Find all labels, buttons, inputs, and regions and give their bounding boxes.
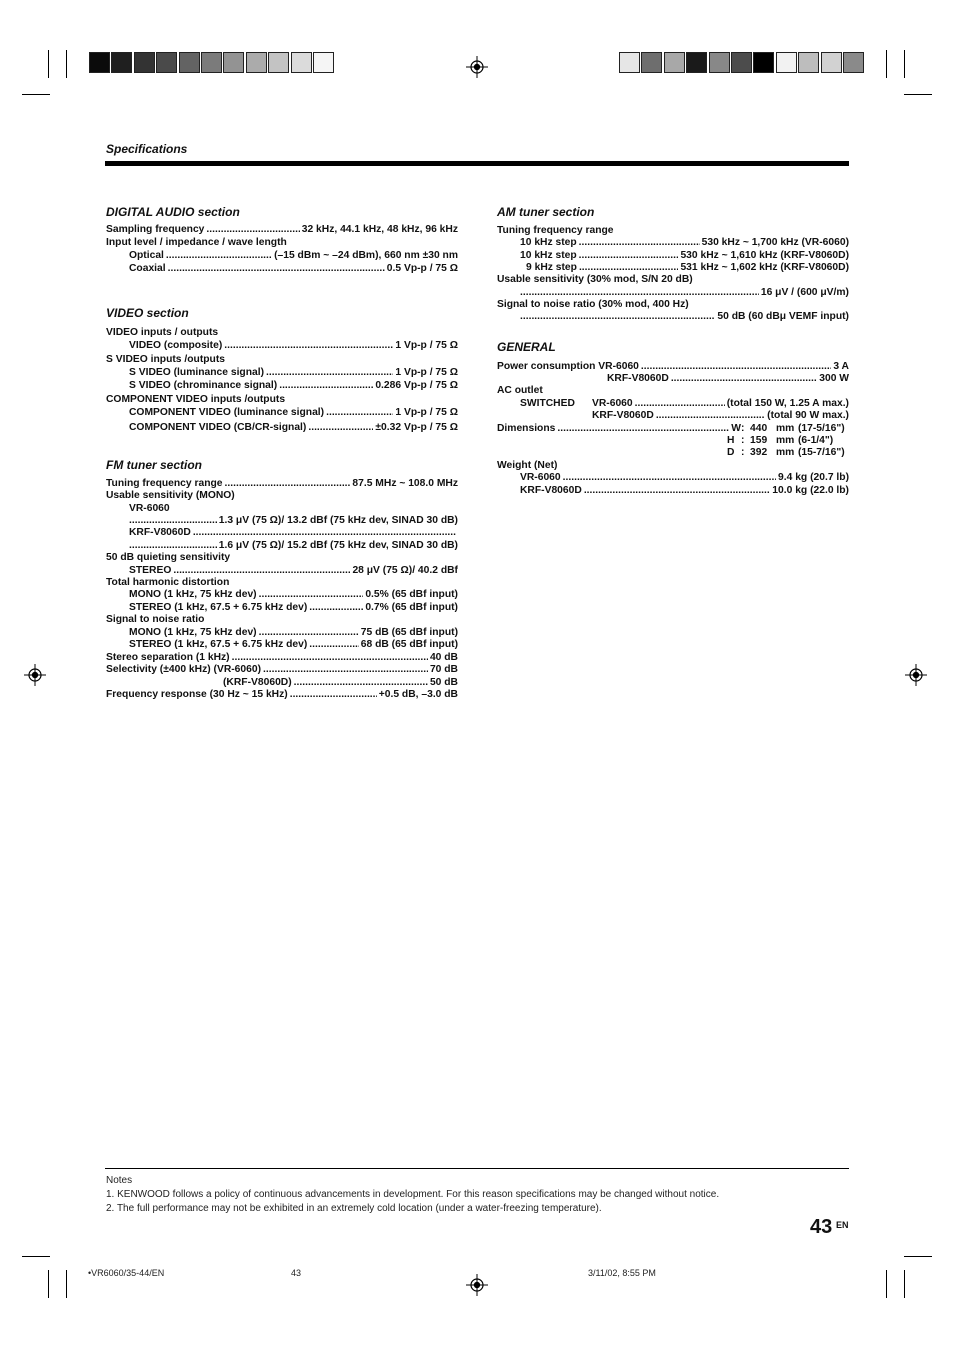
spec-row: ..... 50 dB (60 dBμ VEMF input) — [520, 310, 849, 323]
spec-row: STEREO (1 kHz, 67.5 + 6.75 kHz dev) ..... 0.7% (65 dBf input) — [129, 601, 458, 614]
note-item: 1. KENWOOD follows a policy of continuous advancements in development. For this reason specifications may be changed without notice. — [106, 1189, 720, 1200]
spec-row: Coaxial ..... 0.5 Vp-p / 75 Ω — [129, 262, 458, 275]
spec-row: 10 kHz step ..... 530 kHz ~ 1,610 kHz (KRF-V8060D) — [520, 249, 849, 262]
registration-mark-icon — [24, 664, 46, 686]
spec-row: Total harmonic distortion — [106, 577, 230, 588]
spec-row: Usable sensitivity (MONO) — [106, 490, 235, 501]
spec-row: 10 kHz step ..... 530 kHz ~ 1,700 kHz (VR-6060) — [520, 236, 849, 249]
spec-row: COMPONENT VIDEO inputs /outputs — [106, 394, 286, 405]
color-swatch — [821, 52, 842, 73]
spec-row: VR-6060 ..... (total 150 W, 1.25 A max.) — [592, 397, 849, 410]
spec-row: Optical ..... (–15 dBm ~ –24 dBm), 660 nm ±30 nm — [129, 249, 458, 262]
spec-row: ..... 1.6 μV (75 Ω)/ 15.2 dBf (75 kHz dev, SINAD 30 dB) — [129, 539, 458, 552]
spec-row: AC outlet — [497, 385, 543, 396]
spec-row: S VIDEO inputs /outputs — [106, 354, 225, 365]
color-swatch — [246, 52, 267, 73]
spec-row: Tuning frequency range ..... 87.5 MHz ~ 108.0 MHz — [106, 477, 458, 490]
spec-row: Frequency response (30 Hz ~ 15 kHz) ..... +0.5 dB, –3.0 dB — [106, 688, 458, 701]
color-swatch — [291, 52, 312, 73]
color-swatch — [89, 52, 110, 73]
spec-row: Sampling frequency ..... 32 kHz, 44.1 kHz, 48 kHz, 96 kHz — [106, 223, 458, 236]
color-swatch — [731, 52, 752, 73]
spec-row: (KRF-V8060D) ..... 50 dB — [223, 676, 458, 689]
color-swatch — [111, 52, 132, 73]
page-title: Specifications — [106, 142, 188, 156]
footer-file: •VR6060/35-44/EN — [88, 1268, 165, 1278]
fm-heading: FM tuner section — [106, 458, 203, 472]
general-heading: GENERAL — [497, 340, 556, 354]
spec-row: ..... 16 μV / (600 μV/m) — [520, 286, 849, 299]
spec-row: 50 dB quieting sensitivity — [106, 552, 231, 563]
spec-row: Weight (Net) — [497, 460, 558, 471]
am-heading: AM tuner section — [497, 205, 595, 219]
spec-row: Signal to noise ratio — [106, 614, 205, 625]
spec-row: Input level / impedance / wave length — [106, 237, 287, 248]
spec-row: Usable sensitivity (30% mod, S/N 20 dB) — [497, 274, 693, 285]
color-swatch — [776, 52, 797, 73]
spec-row: VR-6060 ..... 9.4 kg (20.7 lb) — [520, 471, 849, 484]
color-swatch — [709, 52, 730, 73]
page-language: EN — [836, 1220, 849, 1230]
color-swatch — [268, 52, 289, 73]
spec-row: KRF-V8060D ..... (total 90 W max.) — [592, 409, 849, 422]
color-swatch — [641, 52, 662, 73]
spec-row: MONO (1 kHz, 75 kHz dev) ..... 75 dB (65 dBf input) — [129, 626, 458, 639]
spec-row: KRF-V8060D ..... 300 W — [607, 372, 849, 385]
registration-mark-icon — [905, 664, 927, 686]
spec-row: S VIDEO (luminance signal) ..... 1 Vp-p / 75 Ω — [129, 366, 458, 379]
spec-row: KRF-V8060D ..... 10.0 kg (22.0 lb) — [520, 484, 849, 497]
spec-row: Signal to noise ratio (30% mod, 400 Hz) — [497, 299, 689, 310]
spec-row: MONO (1 kHz, 75 kHz dev) ..... 0.5% (65 dBf input) — [129, 588, 458, 601]
notes-rule — [105, 1168, 849, 1169]
color-swatch — [798, 52, 819, 73]
notes-heading: Notes — [106, 1175, 133, 1186]
spec-row: VIDEO (composite) ..... 1 Vp-p / 75 Ω — [129, 339, 458, 352]
spec-row: S VIDEO (chrominance signal) ..... 0.286 Vp-p / 75 Ω — [129, 379, 458, 392]
registration-mark-icon — [466, 1274, 488, 1296]
color-swatch — [179, 52, 200, 73]
header-rule — [105, 161, 849, 166]
color-swatch — [313, 52, 334, 73]
spec-row: Stereo separation (1 kHz) ..... 40 dB — [106, 651, 458, 664]
digital-audio-heading: DIGITAL AUDIO section — [106, 205, 240, 219]
spec-row: KRF-V8060D ..... — [129, 526, 458, 539]
color-swatch — [223, 52, 244, 73]
color-swatch — [843, 52, 864, 73]
spec-row: Selectivity (±400 kHz) (VR-6060) ..... 70 dB — [106, 663, 458, 676]
dimension-row: H : 159 mm (6-1/4") — [727, 435, 834, 446]
color-swatch — [664, 52, 685, 73]
registration-mark-icon — [466, 56, 488, 78]
video-heading: VIDEO section — [106, 306, 189, 320]
spec-row: SWITCHED — [520, 398, 575, 409]
spec-row: COMPONENT VIDEO (CB/CR-signal) ..... ±0.32 Vp-p / 75 Ω — [129, 421, 458, 434]
color-swatch — [201, 52, 222, 73]
note-item: 2. The full performance may not be exhibited in an extremely cold location (under a water-freezing temperature). — [106, 1203, 602, 1214]
spec-row: VIDEO inputs / outputs — [106, 327, 219, 338]
dimension-row: D : 392 mm (15-7/16") — [727, 447, 845, 458]
dimension-row: : 440 mm (17-5/16") — [741, 423, 845, 434]
color-swatch — [156, 52, 177, 73]
color-swatch — [134, 52, 155, 73]
spec-row: VR-6060 — [129, 503, 170, 514]
color-swatch — [753, 52, 774, 73]
spec-row: ..... 1.3 μV (75 Ω)/ 13.2 dBf (75 kHz dev, SINAD 30 dB) — [129, 514, 458, 527]
color-swatch — [619, 52, 640, 73]
spec-row: STEREO (1 kHz, 67.5 + 6.75 kHz dev) ..... 68 dB (65 dBf input) — [129, 638, 458, 651]
spec-row: COMPONENT VIDEO (luminance signal) ..... 1 Vp-p / 75 Ω — [129, 406, 458, 419]
spec-row: STEREO ..... 28 μV (75 Ω)/ 40.2 dBf — [129, 564, 458, 577]
spec-row: Dimensions ..... W — [497, 422, 741, 435]
color-swatch — [686, 52, 707, 73]
spec-row: Power consumption VR-6060 ..... 3 A — [497, 360, 849, 373]
spec-row: 9 kHz step ..... 531 kHz ~ 1,602 kHz (KRF-V8060D) — [526, 261, 849, 274]
page-number: 43 — [810, 1216, 833, 1238]
footer-page: 43 — [291, 1268, 302, 1278]
spec-row: Tuning frequency range — [497, 225, 614, 236]
footer-date: 3/11/02, 8:55 PM — [588, 1268, 656, 1278]
